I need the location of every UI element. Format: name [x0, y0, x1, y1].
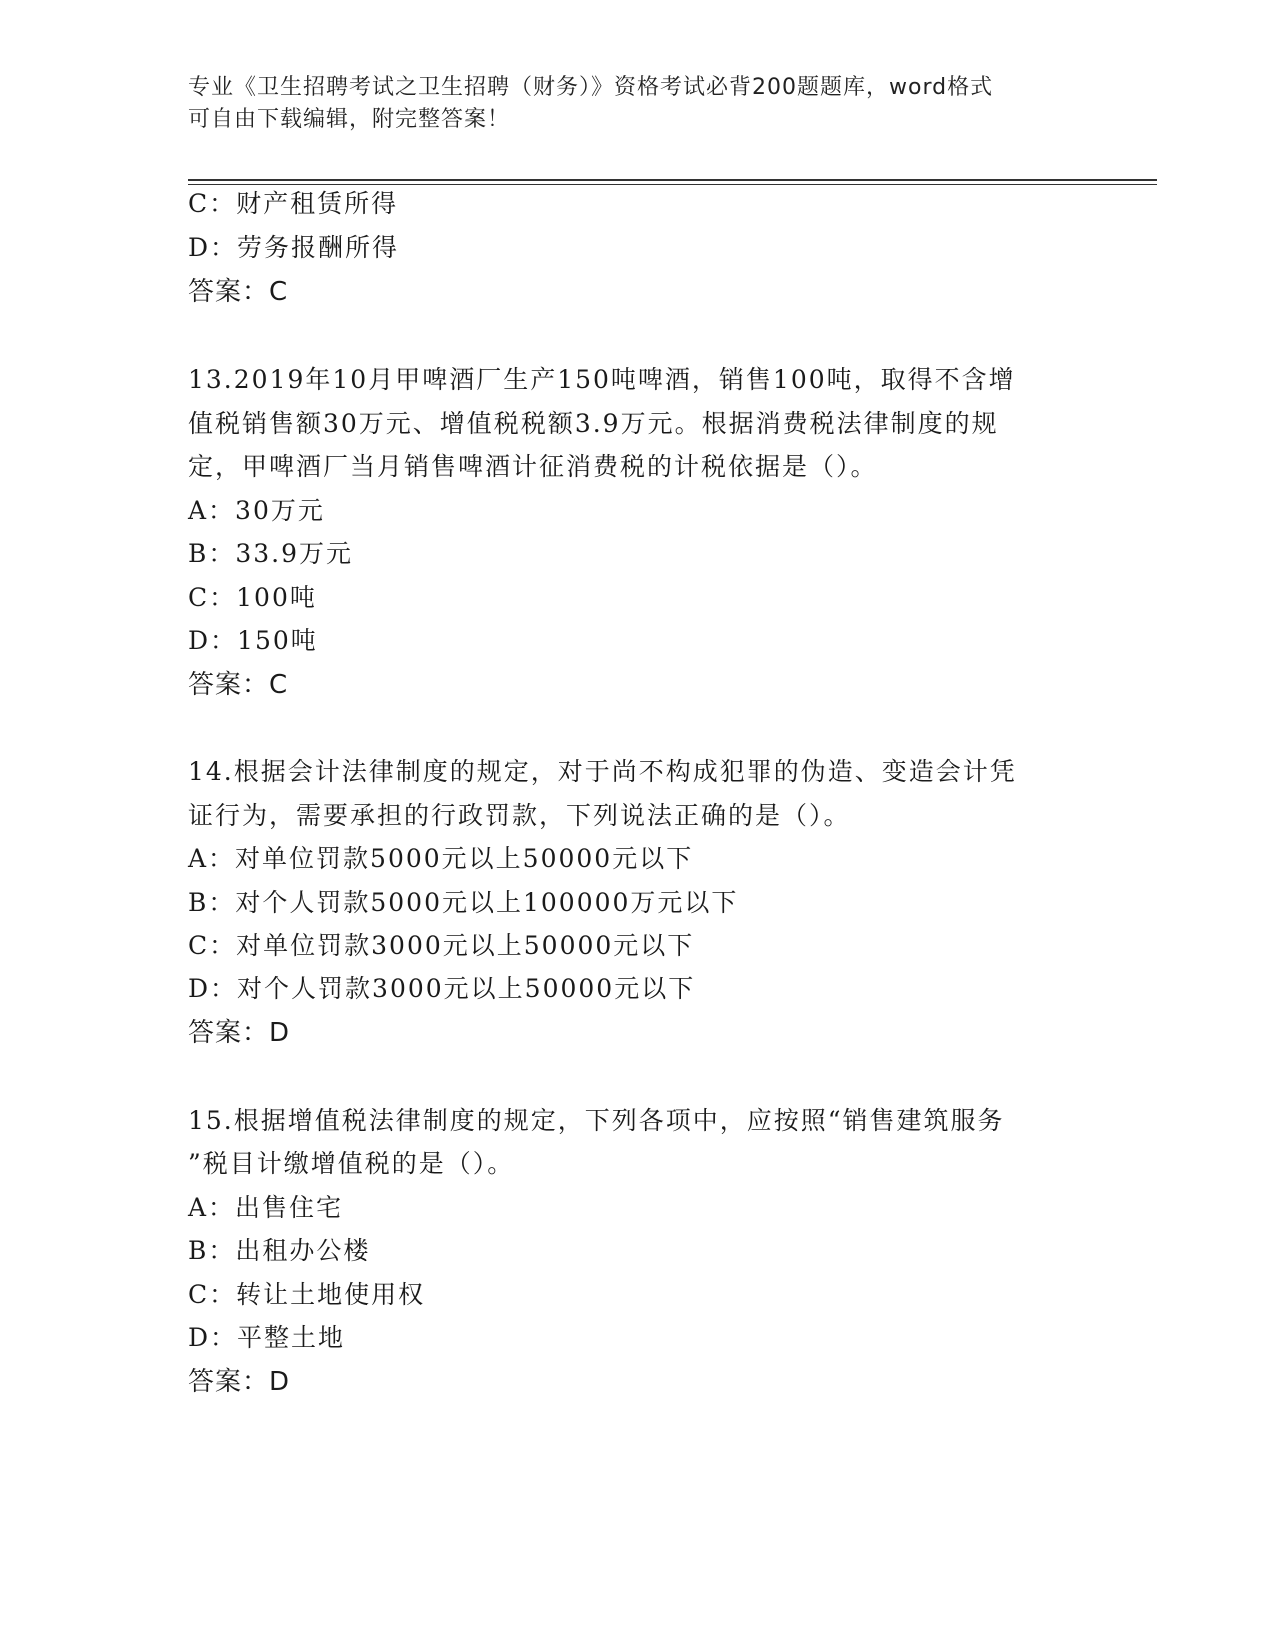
question-15-option-d: D：平整土地	[188, 1323, 346, 1352]
question-15-option-c: C：转让土地使用权	[188, 1280, 426, 1309]
question-13-option-b: B：33.9万元	[188, 539, 354, 568]
question-14-option-d: D：对个人罚款3000元以上50000元以下	[188, 974, 696, 1003]
header-title-line-2: 可自由下载编辑，附完整答案！	[188, 107, 511, 132]
question-13-stem-line-1: 13.2019年10月甲啤酒厂生产150吨啤酒，销售100吨，取得不含增	[188, 365, 1016, 394]
question-15-option-b: B：出租办公楼	[188, 1236, 371, 1265]
question-14-option-b: B：对个人罚款5000元以上100000万元以下	[188, 888, 739, 917]
question-15-option-a: A：出售住宅	[188, 1193, 344, 1222]
question-15-answer: 答案：D	[188, 1367, 291, 1397]
question-13-stem-line-2: 值税销售额30万元、增值税税额3.9万元。根据消费税法律制度的规	[188, 409, 999, 438]
question-13-answer: 答案：C	[188, 670, 289, 700]
header-divider-thick	[188, 179, 1157, 181]
question-13-stem-line-3: 定，甲啤酒厂当月销售啤酒计征消费税的计税依据是（）。	[188, 452, 878, 481]
prev-question-option-c: C：财产租赁所得	[188, 189, 399, 218]
document-header	[188, 72, 1068, 136]
question-15-stem-line-2: ”税目计缴增值税的是（）。	[188, 1149, 515, 1178]
question-14-stem-line-1: 14.根据会计法律制度的规定，对于尚不构成犯罪的伪造、变造会计凭	[188, 757, 1017, 786]
prev-question-answer: 答案：C	[188, 277, 289, 307]
question-14-option-a: A：对单位罚款5000元以上50000元以下	[188, 844, 694, 873]
question-14-stem-line-2: 证行为，需要承担的行政罚款，下列说法正确的是（）。	[188, 801, 851, 830]
question-14-answer: 答案：D	[188, 1018, 291, 1048]
header-divider-thin	[188, 184, 1157, 185]
question-14-option-c: C：对单位罚款3000元以上50000元以下	[188, 931, 695, 960]
question-13-option-d: D：150吨	[188, 626, 318, 655]
question-13-option-a: A：30万元	[188, 496, 325, 525]
prev-question-option-d: D：劳务报酬所得	[188, 233, 400, 262]
header-title-line-1: 专业《卫生招聘考试之卫生招聘（财务）》资格考试必背200题题库，word格式	[188, 75, 994, 100]
question-13-option-c: C：100吨	[188, 583, 317, 612]
question-15-stem-line-1: 15.根据增值税法律制度的规定，下列各项中，应按照“销售建筑服务	[188, 1106, 1005, 1135]
